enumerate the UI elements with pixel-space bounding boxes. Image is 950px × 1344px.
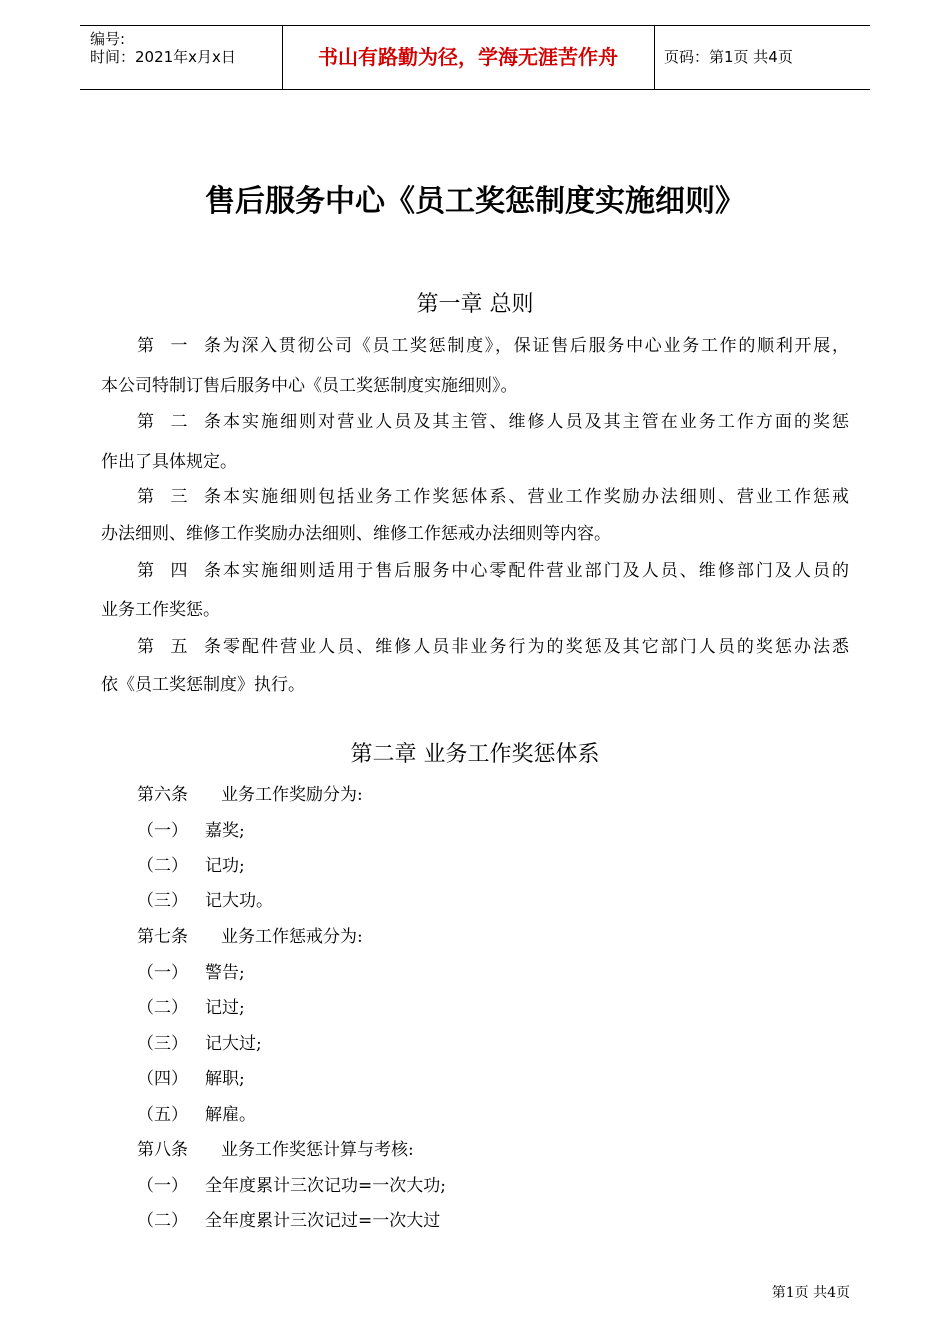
article-2-line-2: 作出了具体规定。 (101, 452, 237, 472)
list-item: （二） 记过; (137, 998, 245, 1018)
article-3-line-2: 办法细则、维修工作奖励办法细则、维修工作惩戒办法细则等内容。 (101, 524, 611, 544)
list-item: （四） 解职; (137, 1069, 245, 1089)
page-header (80, 25, 870, 90)
header-motto: 书山有路勤为径，学海无涯苦作舟 (318, 45, 618, 69)
article-1-line-1: 第一条为深入贯彻公司《员工奖惩制度》，保证售后服务中心业务工作的顺利开展， (137, 336, 849, 356)
list-item: （二） 记功; (137, 856, 245, 876)
article-2-line-1: 第二条本实施细则对营业人员及其主管、维修人员及其主管在业务工作方面的奖惩 (137, 412, 849, 432)
article-4-line-1: 第四条本实施细则适用于售后服务中心零配件营业部门及人员、维修部门及人员的 (137, 561, 849, 581)
list-item: （二） 全年度累计三次记过=一次大过 (137, 1211, 441, 1231)
article-8: 第八条 业务工作奖惩计算与考核: (137, 1140, 414, 1160)
header-page-info: 页码：第1页 共4页 (664, 48, 793, 66)
time-label: 时间：2021年x月x日 (90, 48, 236, 66)
article-4-line-2: 业务工作奖惩。 (101, 600, 220, 620)
chapter-heading: 第一章 总则 (416, 292, 534, 317)
article-3-line-1: 第三条本实施细则包括业务工作奖惩体系、营业工作奖励办法细则、营业工作惩戒 (137, 487, 849, 507)
header-divider (654, 26, 655, 89)
header-meta (90, 30, 236, 66)
article-6: 第六条 业务工作奖励分为: (137, 785, 363, 805)
list-item: （三） 记大功。 (137, 891, 273, 911)
list-item: （一） 警告; (137, 963, 245, 983)
list-item: （三） 记大过; (137, 1034, 262, 1054)
number-label: 编号: (90, 30, 126, 48)
page-footer: 第1页 共4页 (771, 1285, 850, 1301)
article-1-line-2: 本公司特制订售后服务中心《员工奖惩制度实施细则》。 (101, 376, 518, 396)
list-item: （一） 全年度累计三次记功=一次大功; (137, 1176, 446, 1196)
article-5-line-2: 依《员工奖惩制度》执行。 (101, 675, 305, 695)
chapter-heading: 第二章 业务工作奖惩体系 (350, 742, 600, 767)
article-5-line-1: 第五条零配件营业人员、维修人员非业务行为的奖惩及其它部门人员的奖惩办法悉 (137, 637, 849, 657)
article-7: 第七条 业务工作惩戒分为: (137, 927, 363, 947)
list-item: （五） 解雇。 (137, 1105, 256, 1125)
document-title: 售后服务中心《员工奖惩制度实施细则》 (205, 184, 745, 219)
list-item: （一） 嘉奖; (137, 821, 245, 841)
